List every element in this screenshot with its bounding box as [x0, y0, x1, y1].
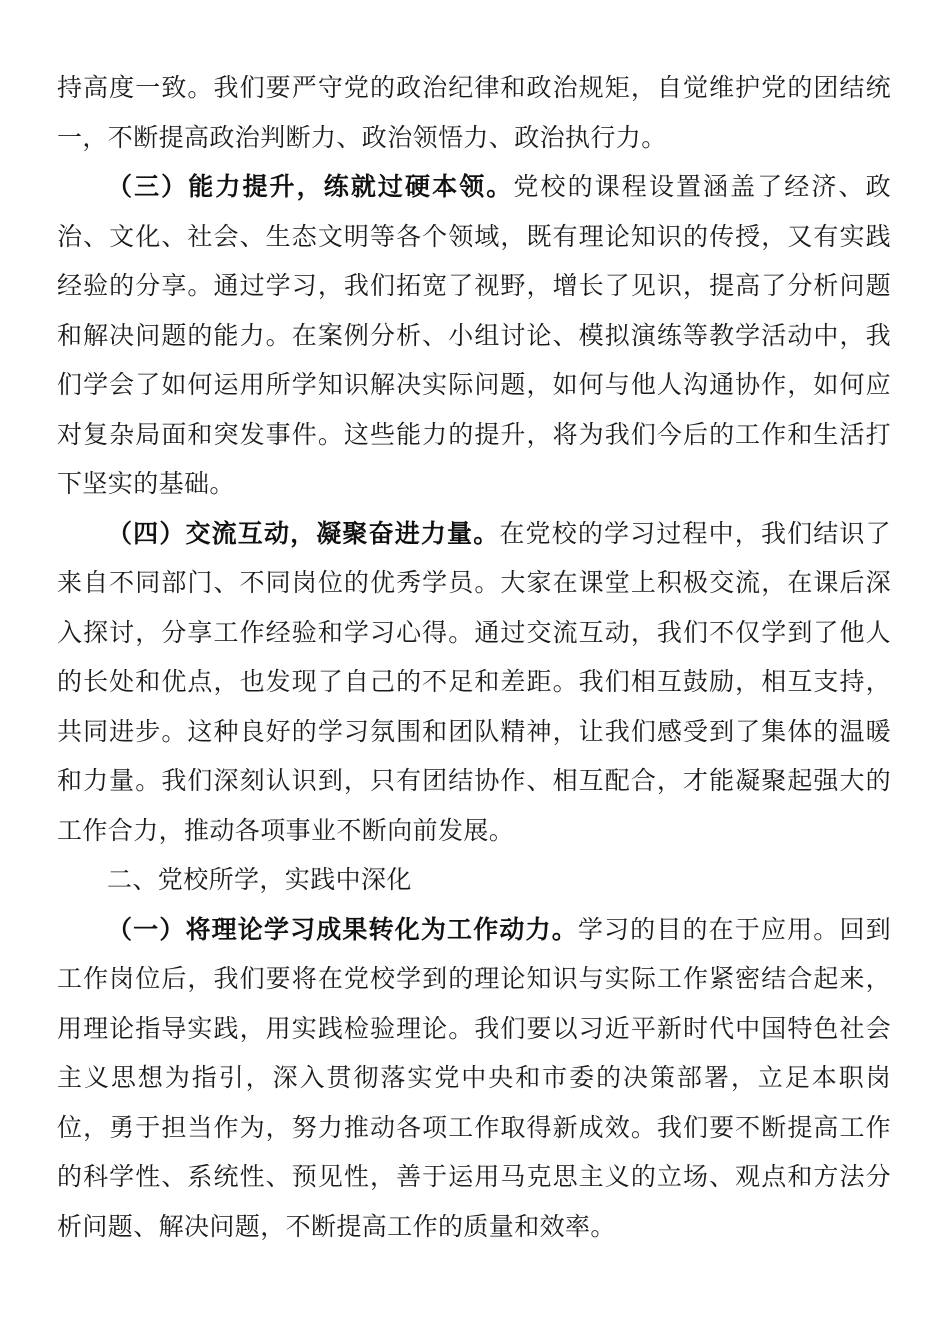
- paragraph-lead-heading: （一）将理论学习成果转化为工作动力。: [107, 914, 578, 944]
- paragraph-text: 学习的目的在于应用。回到工作岗位后，我们要将在党校学到的理论知识与实际工作紧密结合起来，用理论指导实践，用实践检验理论。我们要以习近平新时代中国特色社会主义思想为指引，深入贯彻落实党中央和市委的决策部署，立足本职岗位，勇于担当作为，努力推动各项工作取得新成效。我们要不断提高工作的科学性、系统性、预见性，善于运用马克思主义的立场、观点和方法分析问题、解决问题，不断提高工作的质量和效率。: [57, 914, 891, 1241]
- paragraph-theory-to-practice: [57, 905, 891, 1252]
- paragraph-lead-heading: （四）交流互动，凝聚奋进力量。: [107, 518, 500, 548]
- paragraph-text: 持高度一致。我们要严守党的政治纪律和政治规矩，自觉维护党的团结统一，不断提高政治判断力、政治领悟力、政治执行力。: [57, 73, 891, 152]
- section-heading: 二、党校所学，实践中深化: [107, 865, 412, 894]
- paragraph-lead-heading: （三）能力提升，练就过硬本领。: [107, 172, 514, 201]
- paragraph-exchange-interaction: [57, 509, 891, 856]
- paragraph-ability-improvement: [57, 162, 891, 509]
- paragraph-text: 党校的课程设置涵盖了经济、政治、文化、社会、生态文明等各个领域，既有理论知识的传授，又有实践经验的分享。通过学习，我们拓宽了视野，增长了见识，提高了分析问题和解决问题的能力。在案例分析、小组讨论、模拟演练等教学活动中，我们学会了如何运用所学知识解决实际问题，如何与他人沟通协作，如何应对复杂局面和突发事件。这些能力的提升，将为我们今后的工作和生活打下坚实的基础。: [57, 172, 891, 498]
- document-page: [57, 63, 891, 1251]
- paragraph-text: 在党校的学习过程中，我们结识了来自不同部门、不同岗位的优秀学员。大家在课堂上积极交流，在课后深入探讨，分享工作经验和学习心得。通过交流互动，我们不仅学到了他人的长处和优点，也发现了自己的不足和差距。我们相互鼓励，相互支持，共同进步。这种良好的学习氛围和团队精神，让我们感受到了集体的温暖和力量。我们深刻认识到，只有团结协作、相互配合，才能凝聚起强大的工作合力，推动各项事业不断向前发展。: [57, 518, 891, 845]
- paragraph-continuation: [57, 63, 891, 162]
